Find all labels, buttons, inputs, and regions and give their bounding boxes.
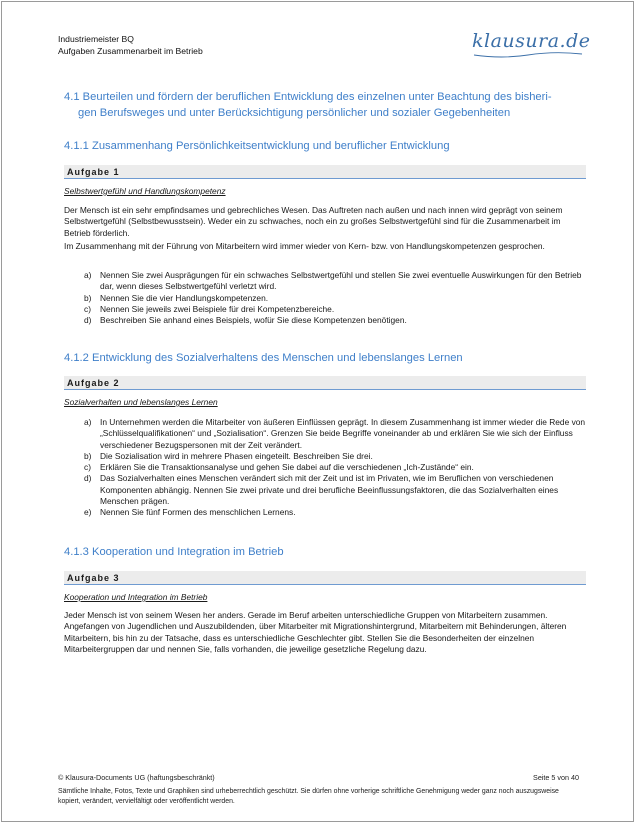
task-2-question-item-label: e) [84,507,92,518]
task-1-question-item-label: b) [84,292,92,303]
task-2-question-item-text: Nennen Sie fünf Formen des menschlichen Lernens. [100,507,296,518]
subsection-heading-1: 4.1.1 Zusammenhang Persönlichkeitsentwicklung und beruflicher Entwicklung [64,140,450,152]
task-1-paragraph-1: Der Mensch ist ein sehr empfindsames und gebrechliches Wesen. Das Auftreten nach außen und nach innen wird geprägt von seinem Selbstwertgefühl (Selbstbewusstsein). Weder ein zu schwaches, noch ein zu großes Selbstwertgefühl sind für die Zusammenarbeit im Betrieb förderlich. [64,205,563,238]
logo-swirl-icon [472,52,584,58]
section-heading-line2: gen Berufsweges und unter Berücksichtigung persönlicher und sozialer Gegebenheiten [78,107,511,119]
task-2-subtitle: Sozialverhalten und lebenslanges Lernen [64,397,218,407]
task-2-question-item [64,451,586,462]
task-1-bar: Aufgabe 1 [64,165,586,179]
document-page [1,1,634,822]
section-heading-line1: 4.1 Beurteilen und fördern der beruflichen Entwicklung des einzelnen unter Beachtung des bisheri- [64,91,552,103]
header-subject: Aufgaben Zusammenarbeit im Betrieb [58,45,203,56]
footer-copyright: © Klausura-Documents UG (haftungsbeschränkt) [58,773,215,782]
task-3-subtitle: Kooperation und Integration im Betrieb [64,592,208,602]
task-3-bar: Aufgabe 3 [64,571,586,585]
task-2-question-item-label: a) [84,417,92,427]
section-heading [64,89,586,121]
page-footer [58,773,579,806]
task-2-question-item [64,473,586,507]
task-1-question-item-label: d) [84,315,92,326]
task-1-question-item [64,304,586,315]
subsection-heading-2: 4.1.2 Entwicklung des Sozialverhaltens des Menschen und lebenslanges Lernen [64,352,463,364]
task-1-questions [64,270,586,326]
task-1-question-item-text: Beschreiben Sie anhand eines Beispiels, wofür Sie diese Kompetenzen benötigen. [100,315,407,326]
subsection-heading-3: 4.1.3 Kooperation und Integration im Betrieb [64,546,284,558]
klausura-logo [472,30,591,58]
task-1-question-item-text: Nennen Sie zwei Ausprägungen für ein schwaches Selbstwertgefühl und stellen Sie zwei eventuelle Auswirkungen für den Betrieb dar, wenn dieses Selbstwertgefühl verletzt wird. [100,270,582,292]
task-1-paragraph-2: Im Zusammenhang mit der Führung von Mitarbeitern wird immer wieder von Kern- bzw. von Handlungskompetenzen gesprochen. [64,241,545,251]
task-2-question-item-label: c) [84,462,91,473]
task-1-subtitle: Selbstwertgefühl und Handlungskompetenz [64,186,226,196]
task-1-question-item-label: c) [84,303,91,314]
task-2-question-item [64,507,586,518]
footer-page-number: Seite 5 von 40 [533,773,579,782]
task-1-question-item [64,315,586,326]
task-2-questions [64,417,586,519]
task-1-question-item-text: Nennen Sie jeweils zwei Beispiele für drei Kompetenzbereiche. [100,303,335,314]
task-2-question-item-text: Erklären Sie die Transaktionsanalyse und gehen Sie dabei auf die verschiedenen „Ich-Zustände“ ein. [100,462,474,473]
task-2-question-item-text: Das Sozialverhalten eines Menschen verändert sich mit der Zeit und ist im Privaten, wie im Beruflichen von verschiedenen Komponenten abhängig. Nennen Sie zwei private und drei berufliche Beeinflussungsfaktoren, die das Sozialverhalten eines Menschen prägen. [100,473,559,507]
logo-text: klausura.de [472,30,591,52]
task-2-question-item [64,462,586,473]
task-2-question-item [64,417,586,451]
task-1-question-item [64,270,586,293]
page-header [58,34,203,57]
task-1-question-item [64,293,586,304]
task-3-paragraph: Jeder Mensch ist von seinem Wesen her anders. Gerade im Beruf arbeiten unterschiedliche Gruppen von Mitarbeitern zusammen. Angefangen von Jugendlichen und Auszubildenden, über Mitarbeiter mit Migrationshintergrund, Mitarbeitern mit Behinderungen, älteren Mitarbeitern, bis hin zu der Tatsache, dass es unterschiedliche Geschlechter gibt. Stellen Sie die Besonderheiten der einzelnen Mitarbeitergruppen dar und nennen Sie, falls vorhanden, die jeweilige gesetzliche Regelung dazu. [64,610,567,654]
task-2-question-item-text: Die Sozialisation wird in mehrere Phasen eingeteilt. Beschreiben Sie drei. [100,450,373,461]
footer-legal-notice: Sämtliche Inhalte, Fotos, Texte und Graphiken sind urheberrechtlich geschützt. Sie dürfen ohne vorherige schriftliche Genehmigung weder ganz noch auszugsweise kopiert, verändert, vervielfältigt oder veröffentlicht werden. [58,788,559,805]
task-2-question-item-text: In Unternehmen werden die Mitarbeiter von äußeren Einflüssen geprägt. In diesem Zusammenhang ist immer wieder die Rede von „Schlüsselqualifikationen“ und „Sozialisation“. Grenzen Sie beide Begriffe voneinander ab und erklären Sie wie sich der Einfluss verschiedener Bezugspersonen mit der Zeit verändert. [100,417,586,450]
task-2-bar: Aufgabe 2 [64,376,586,390]
task-2-question-item-label: d) [84,473,92,484]
task-1-question-item-text: Nennen Sie die vier Handlungskompetenzen. [100,292,269,303]
task-2-question-item-label: b) [84,450,92,461]
task-1-question-item-label: a) [84,270,92,280]
header-course: Industriemeister BQ [58,34,134,44]
